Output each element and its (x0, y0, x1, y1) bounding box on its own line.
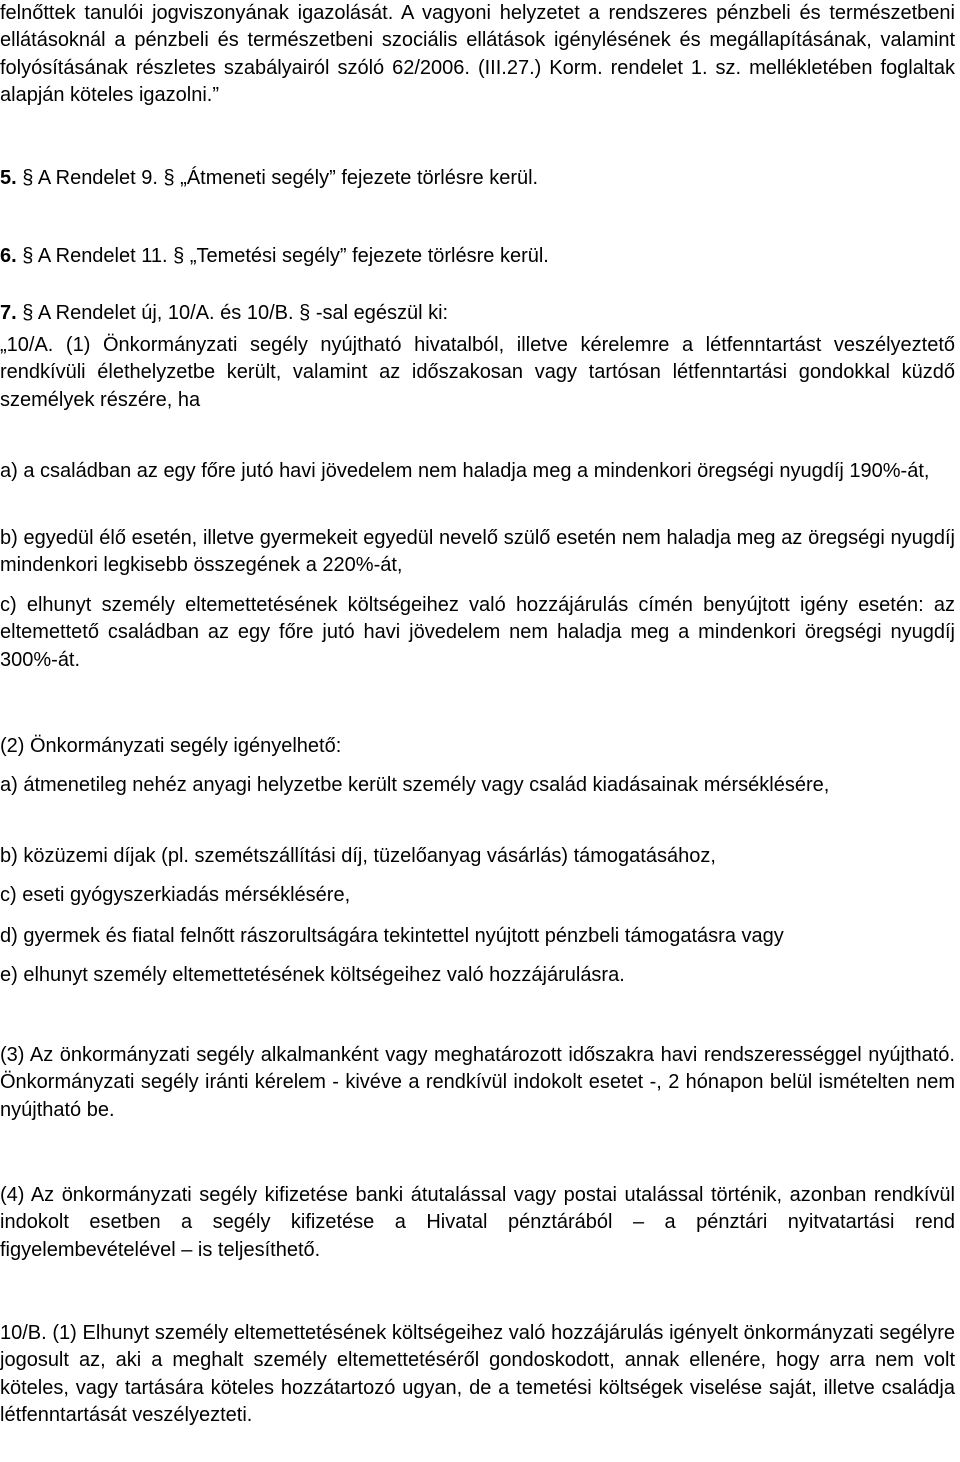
section-sign: § (22, 167, 34, 189)
item-text: A Rendelet új, 10/A. és 10/B. (37, 302, 294, 324)
item-number: 6. (0, 245, 17, 267)
paragraph-10a-2-a: a) átmenetileg nehéz anyagi helyzetbe került személy vagy család kiadásainak mérséklésére, (0, 774, 830, 796)
paragraph-10a-1-a: a) a családban az egy főre jutó havi jövedelem nem haladja meg a mindenkori öregségi nyugdíj 190%-át, (0, 460, 930, 482)
item-text: -sal egészül ki: (315, 302, 449, 324)
paragraph-10a-1-b: b) egyedül élő esetén, illetve gyermekeit egyedül nevelő szülő esetén nem haladja meg az öregségi nyugdíj mindenkori legkisebb összegének a 220%-át, (0, 527, 955, 577)
item-text: A Rendelet 9. (37, 167, 158, 189)
intro-paragraph: felnőttek tanulói jogviszonyának igazolását. A vagyoni helyzetet a rendszeres pénzbeli és természetbeni ellátásoknál a pénzbeli és természetbeni szociális ellátások igénylésének és megállapításának, valamint folyósításának részletes szabályairól szóló 62/2006. (III.27.) Korm. rendelet 1. sz. mellékletében foglaltak alapján köteles igazolni.” (0, 2, 955, 106)
section-sign: § (22, 245, 34, 267)
paragraph-10a-2-d: d) gyermek és fiatal felnőtt rászorultságára tekintettel nyújtott pénzbeli támogatásra vagy (0, 925, 784, 947)
paragraph-10a-3: (3) Az önkormányzati segély alkalmanként vagy meghatározott időszakra havi rendszerességgel nyújtható. Önkormányzati segély iránti kérelem - kivéve a rendkívül indokolt esetet -, 2 hónapon belül ismételten nem nyújtható be. (0, 1044, 955, 1121)
paragraph-10a-4: (4) Az önkormányzati segély kifizetése banki átutalással vagy postai utalással történik, azonban rendkívül indokolt esetben a segély kifizetése a Hivatal pénztárából – a pénztári nyitvatartási rend figyelembevételével – is teljesíthető. (0, 1184, 955, 1261)
section-sign: § (173, 245, 185, 267)
section-sign: § (22, 302, 34, 324)
paragraph-10a-2-e: e) elhunyt személy eltemettetésének költségeihez való hozzájárulásra. (0, 964, 625, 986)
item-text: „Átmeneti segély” fejezete törlésre kerül. (180, 167, 539, 189)
paragraph-10a-1: „10/A. (1) Önkormányzati segély nyújtható hivatalból, illetve kérelemre a létfenntartást veszélyeztető rendkívüli élethelyzetbe került, valamint az időszakosan vagy tartósan létfenntartási gondokkal küzdő személyek részére, ha (0, 334, 955, 411)
item-text: „Temetési segély” fejezete törlésre kerül. (189, 245, 549, 267)
item-text: A Rendelet 11. (37, 245, 168, 267)
paragraph-10a-2-c: c) eseti gyógyszerkiadás mérséklésére, (0, 884, 351, 906)
paragraph-10a-2-heading: (2) Önkormányzati segély igényelhető: (0, 735, 342, 757)
item-7 (0, 301, 448, 325)
paragraph-10a-1-c: c) elhunyt személy eltemettetésének költségeihez való hozzájárulás címén benyújtott igény esetén: az eltemettető családban az egy főre jutó havi jövedelem nem haladja meg a mindenkori öregségi nyugdíj 300%-át. (0, 594, 955, 671)
paragraph-10a-2-b: b) közüzemi díjak (pl. szemétszállítási díj, tüzelőanyag vásárlás) támogatásához, (0, 845, 716, 867)
item-number: 7. (0, 302, 17, 324)
section-sign: § (163, 167, 175, 189)
section-sign: § (299, 302, 311, 324)
item-6 (0, 244, 549, 268)
item-5 (0, 166, 538, 190)
item-number: 5. (0, 167, 17, 189)
paragraph-10b-1: 10/B. (1) Elhunyt személy eltemettetésének költségeihez való hozzájárulás igényelt önkormányzati segélyre jogosult az, aki a meghalt személy eltemettetéséről gondoskodott, annak ellenére, hogy arra nem volt köteles, vagy tartására köteles hozzátartozó ugyan, de a temetési költségek viselése saját, illetve családja létfenntartását veszélyezteti. (0, 1322, 955, 1426)
